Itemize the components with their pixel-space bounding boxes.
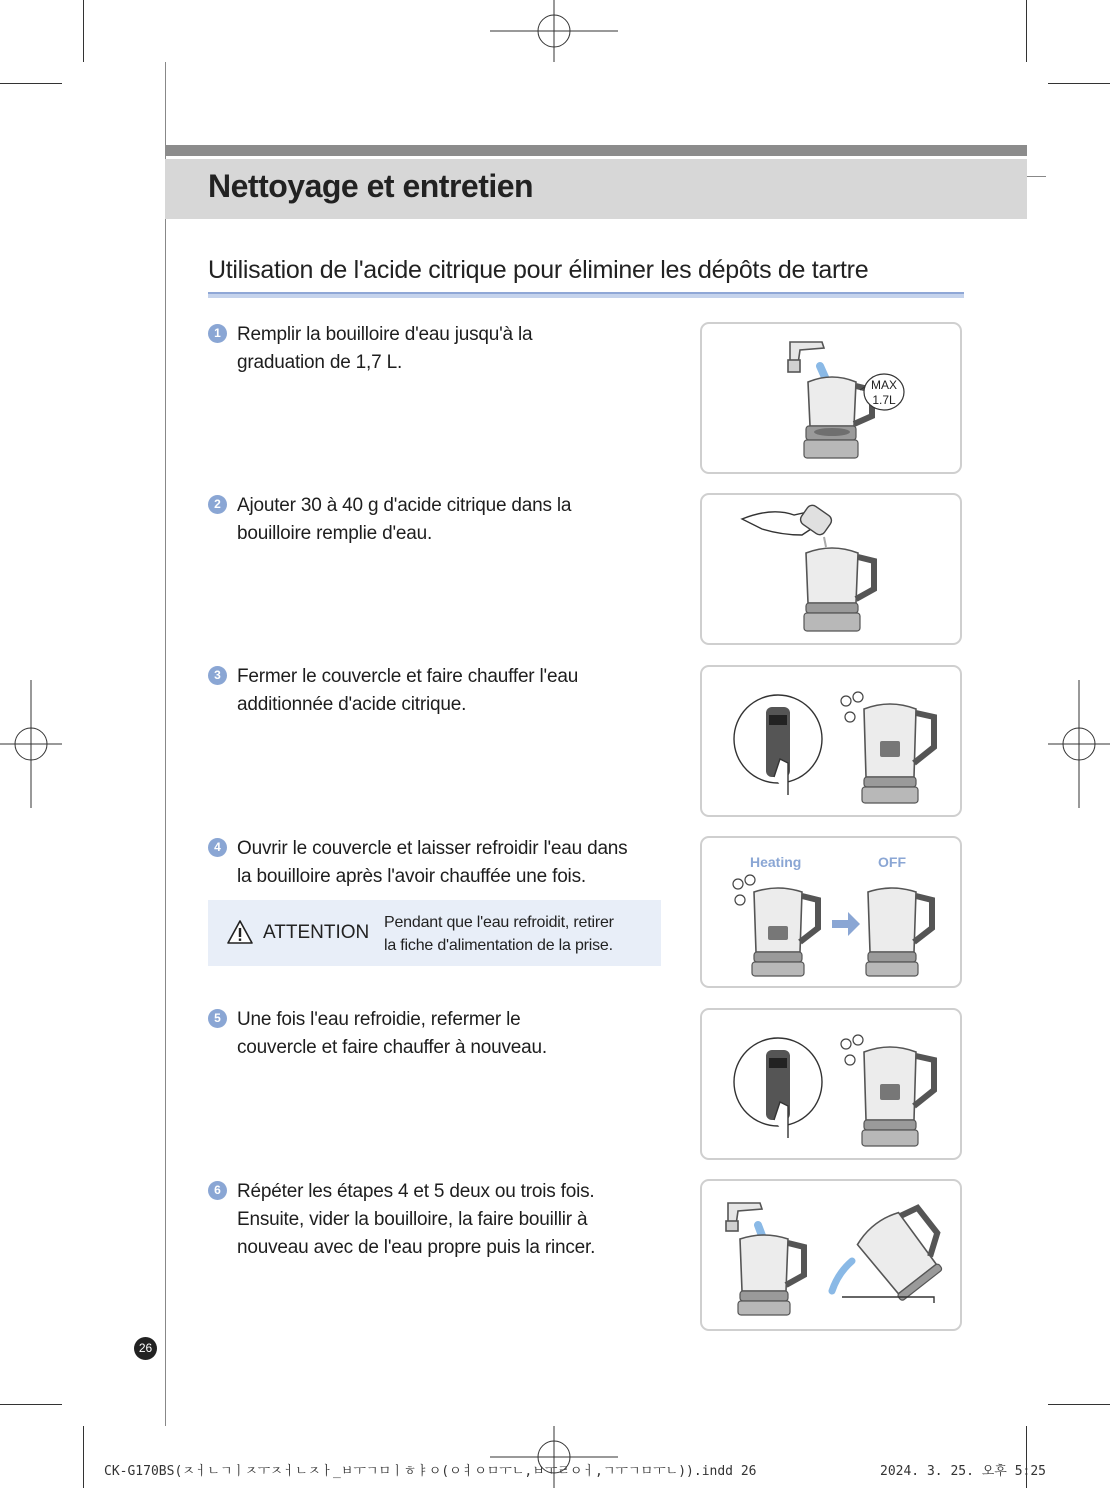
crop-mark: [1026, 0, 1027, 62]
heating-illustration: [702, 667, 964, 819]
illustration-reheat-kettle: [700, 1008, 962, 1160]
warning-icon: [226, 919, 254, 945]
attention-text: [384, 911, 614, 957]
crop-mark: [83, 1426, 84, 1488]
kettle-icon: [862, 1047, 934, 1146]
cooling-illustration: [702, 838, 964, 990]
registration-mark-top: [490, 0, 618, 62]
reheating-illustration: [702, 1010, 964, 1162]
arrow-right-icon: [832, 912, 860, 936]
header-rule: [165, 145, 1027, 156]
step-text: [237, 835, 627, 891]
illustration-add-citric-acid: [700, 493, 962, 645]
step-text: [237, 663, 578, 719]
crop-mark: [1048, 83, 1110, 84]
kettle-icon: [752, 888, 818, 976]
tilted-kettle-icon: [854, 1198, 957, 1302]
step-number-badge: 5: [208, 1009, 227, 1028]
step-line: bouilloire remplie d'eau.: [237, 523, 433, 544]
step-text: [237, 321, 532, 377]
crop-mark: [1027, 176, 1046, 177]
step-text: [237, 492, 571, 548]
step-line: couvercle et faire chauffer à nouveau.: [237, 1037, 547, 1058]
registration-mark-right: [1048, 680, 1110, 808]
step-text: [237, 1006, 547, 1062]
step-number-badge: 4: [208, 838, 227, 857]
citric-acid-illustration: [702, 495, 964, 647]
kettle-icon: [866, 888, 932, 976]
illustration-rinse-kettle: [700, 1179, 962, 1331]
crop-mark: [1048, 1404, 1110, 1405]
steam-icon: [841, 692, 863, 722]
steam-icon: [841, 1035, 863, 1065]
step-line: la bouilloire après l'avoir chauffée une fois.: [237, 866, 586, 887]
heating-label: Heating: [750, 854, 802, 870]
step-line: Une fois l'eau refroidie, refermer le: [237, 1009, 521, 1030]
step-line: Répéter les étapes 4 et 5 deux ou trois fois.: [237, 1181, 595, 1202]
print-slug-date: 2024. 3. 25. 오후 5:25: [880, 1464, 1046, 1479]
step-text: [237, 1178, 595, 1262]
attention-line: la fiche d'alimentation de la prise.: [384, 937, 613, 954]
step-number-badge: 2: [208, 495, 227, 514]
crop-mark: [0, 1404, 62, 1405]
step-number-badge: 3: [208, 666, 227, 685]
page-number: 26: [134, 1337, 157, 1360]
step-line: Ouvrir le couvercle et laisser refroidir l'eau dans: [237, 838, 628, 859]
kettle-fill-illustration: [702, 324, 964, 476]
page-title: Nettoyage et entretien: [208, 168, 534, 204]
print-slug-file: CK-G170BS(ㅈㅓㄴㄱㅣㅈㅜㅈㅓㄴㅈㅏ_ㅂㅜㄱㅁㅣㅎㅑㅇ(ㅇㅕㅇㅁㅜㄴ,ㅂㅜㄹㅇㅓ,ㄱㅜㄱㅁㅜㄴ)).indd 26: [104, 1464, 757, 1479]
section-rule: [208, 292, 964, 298]
illustration-cool-down: [700, 836, 962, 988]
step-line: Fermer le couvercle et faire chauffer l'eau: [237, 666, 579, 687]
illustration-heat-kettle: [700, 665, 962, 817]
attention-box: [208, 900, 661, 966]
step-line: graduation de 1,7 L.: [237, 352, 403, 373]
kettle-icon: [804, 548, 874, 631]
kettle-icon: [862, 704, 934, 803]
pouring-water-icon: [832, 1261, 852, 1291]
step-line: Ajouter 30 à 40 g d'acide citrique dans la: [237, 495, 572, 516]
kettle-icon: [738, 1235, 804, 1315]
step-line: Ensuite, vider la bouilloire, la faire bouillir à: [237, 1209, 588, 1230]
section-title: Utilisation de l'acide citrique pour éliminer les dépôts de tartre: [208, 256, 869, 284]
step-number-badge: 1: [208, 324, 227, 343]
step-line: nouveau avec de l'eau propre puis la rincer.: [237, 1237, 596, 1258]
steam-icon: [733, 875, 755, 905]
step-line: additionnée d'acide citrique.: [237, 694, 467, 715]
max-value: 1.7L: [872, 393, 896, 407]
page-edge-line: [165, 62, 166, 1426]
step-number-badge: 6: [208, 1181, 227, 1200]
attention-line: Pendant que l'eau refroidit, retirer: [384, 914, 614, 931]
attention-label: ATTENTION: [263, 922, 370, 943]
illustration-fill-kettle: [700, 322, 962, 474]
crop-mark: [0, 83, 62, 84]
off-label: OFF: [878, 854, 906, 870]
rinse-illustration: [702, 1181, 964, 1333]
crop-mark: [83, 0, 84, 62]
step-line: Remplir la bouilloire d'eau jusqu'à la: [237, 324, 533, 345]
max-label: MAX: [870, 378, 898, 392]
registration-mark-left: [0, 680, 62, 808]
sink-icon: [842, 1297, 934, 1303]
